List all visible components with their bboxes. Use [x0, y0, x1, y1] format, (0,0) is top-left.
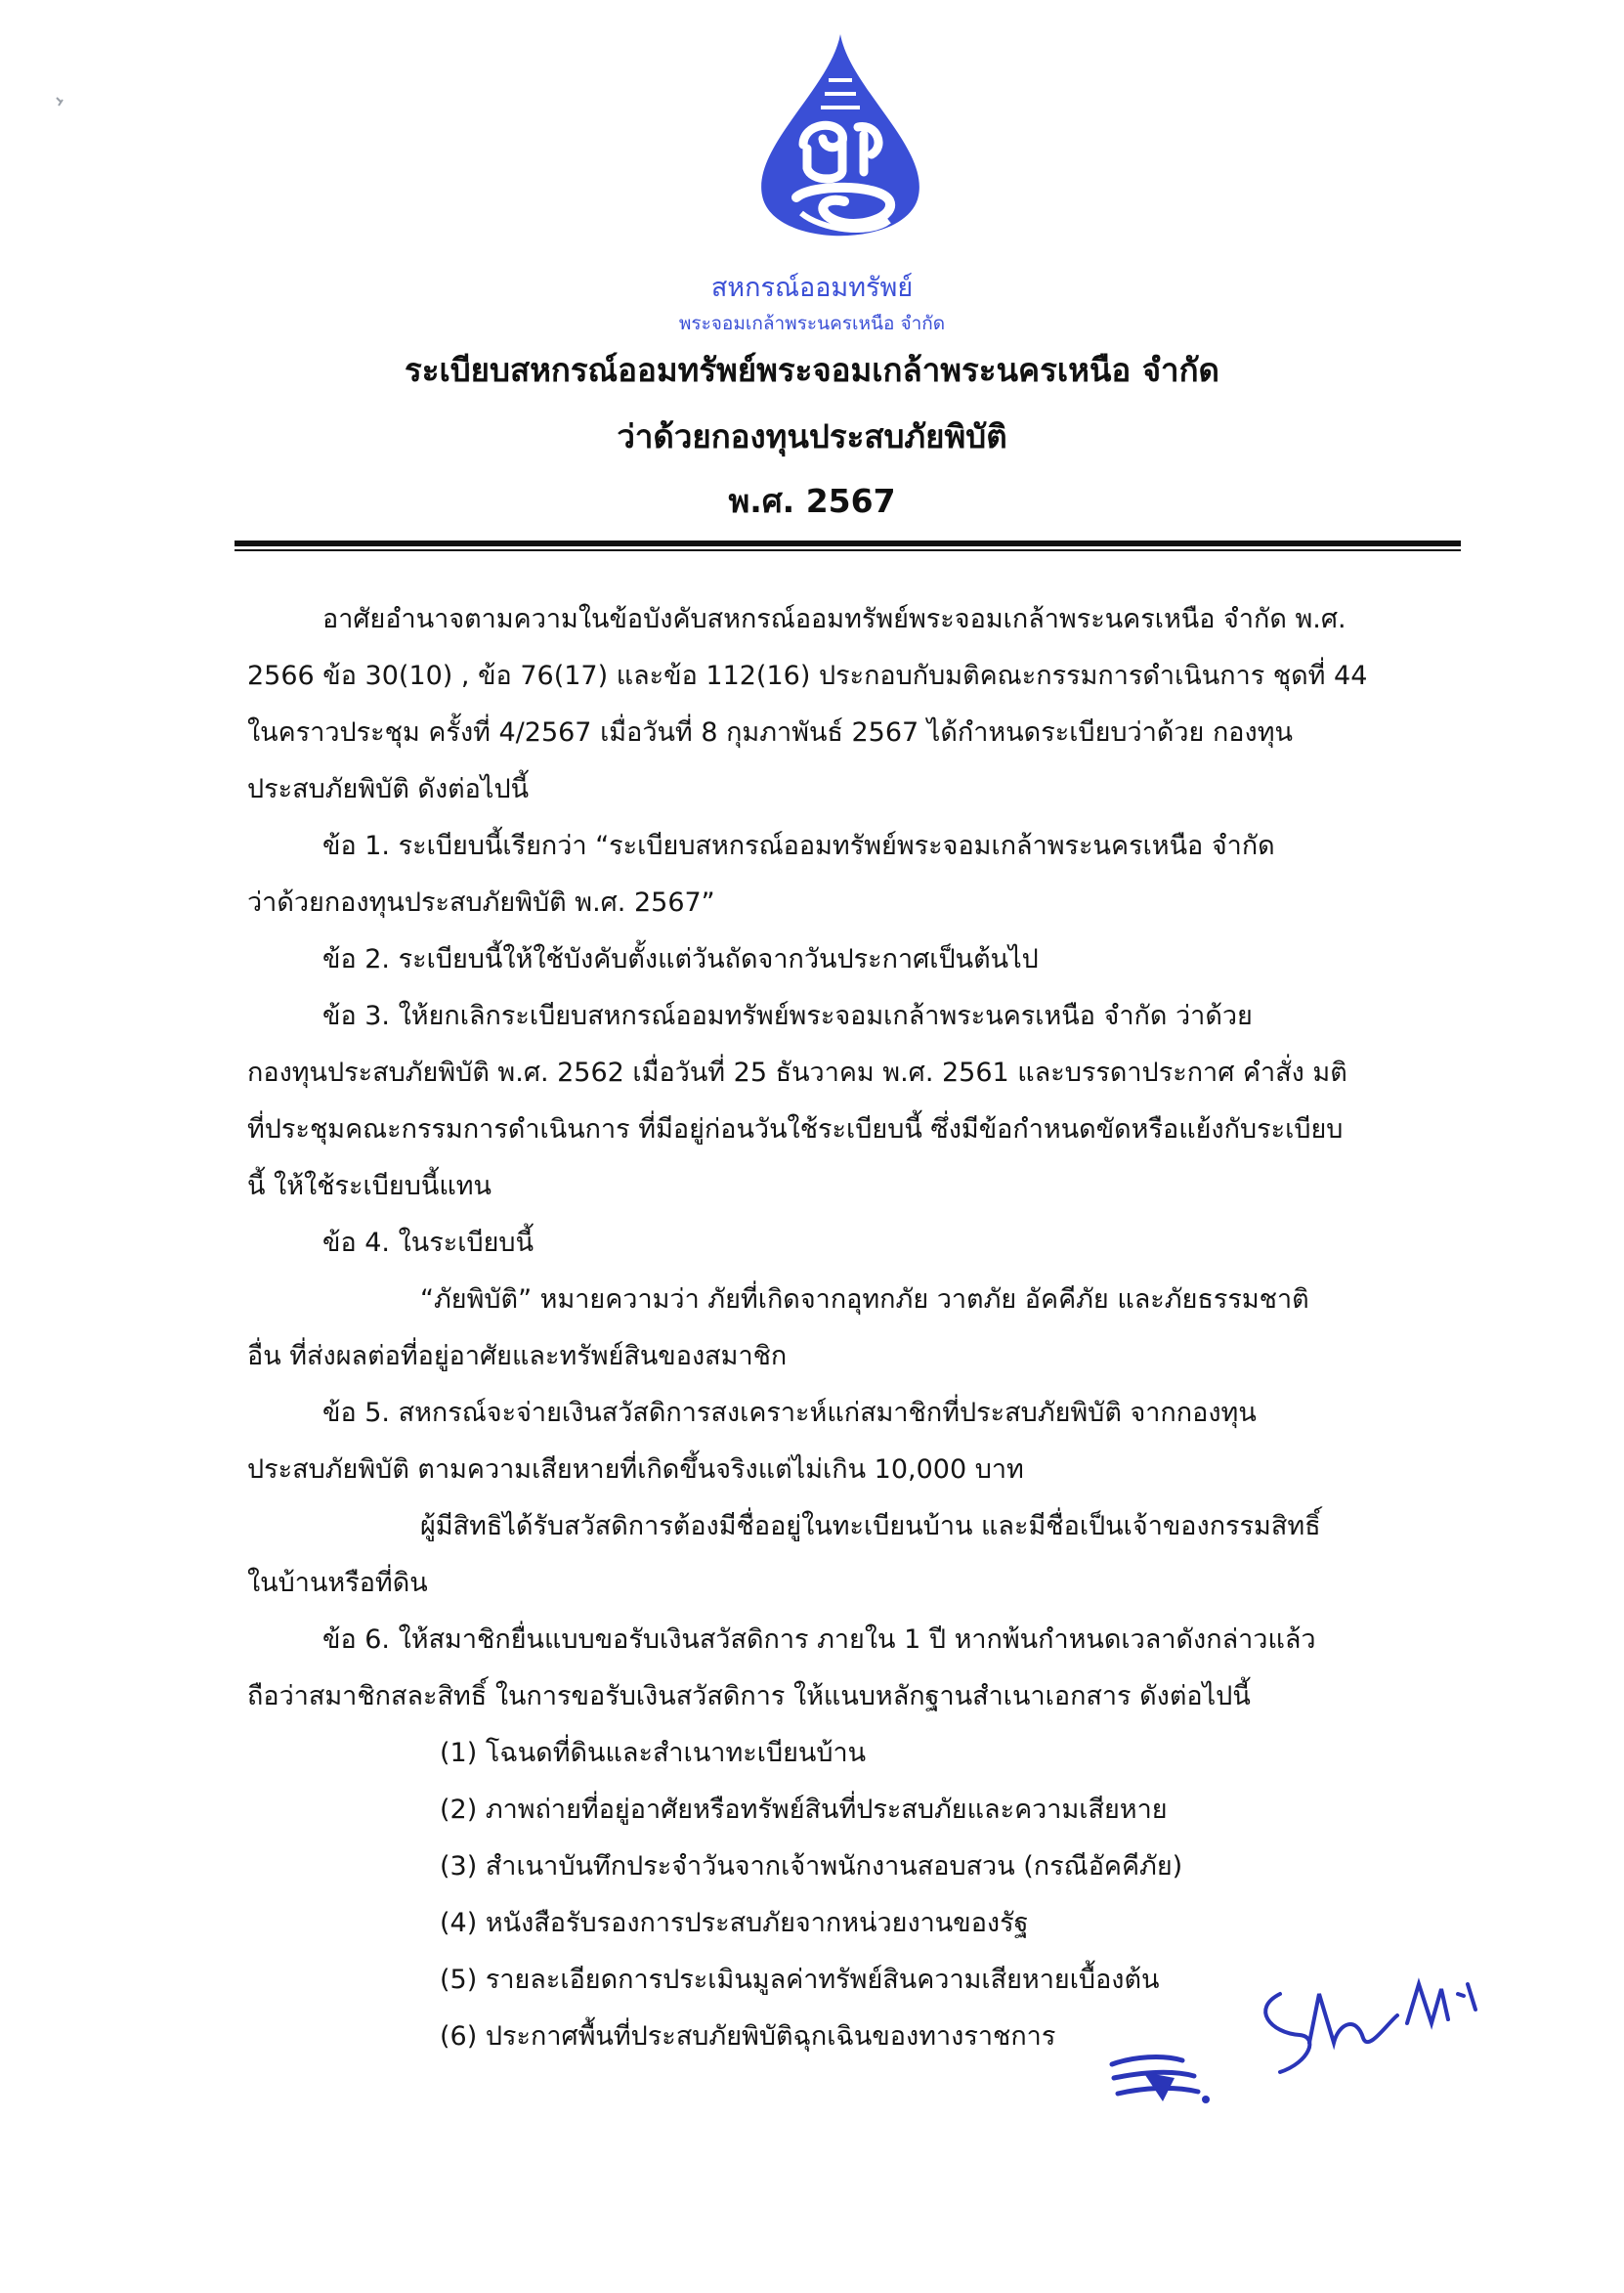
- clause-1-line: ข้อ 1. ระเบียบนี้เรียกว่า “ระเบียบสหกรณ์ออมทรัพย์พระจอมเกล้าพระนครเหนือ จำกัด: [322, 831, 1275, 861]
- document-subtitle: ว่าด้วยกองทุนประสบภัยพิบัติ: [617, 417, 1007, 455]
- scan-mark: [49, 88, 78, 117]
- preamble-line: 2566 ข้อ 30(10) , ข้อ 76(17) และข้อ 112(16) ประกอบกับมติคณะกรรมการดำเนินการ ชุดที่ 44: [247, 661, 1368, 691]
- document-item: (3) สำเนาบันทึกประจำวันจากเจ้าพนักงานสอบสวน (กรณีอัคคีภัย): [440, 1851, 1183, 1882]
- clause-3-line: กองทุนประสบภัยพิบัติ พ.ศ. 2562 เมื่อวันที่ 25 ธันวาคม พ.ศ. 2561 และบรรดาประกาศ คำสั่ง มติ: [247, 1058, 1347, 1088]
- clause-3-line: นี้ ให้ใช้ระเบียบนี้แทน: [247, 1171, 491, 1201]
- clause-2-line: ข้อ 2. ระเบียบนี้ให้ใช้บังคับตั้งแต่วันถัดจากวันประกาศเป็นต้นไป: [322, 944, 1039, 974]
- document-item: (1) โฉนดที่ดินและสำเนาทะเบียนบ้าน: [440, 1738, 867, 1768]
- clause-3-line: ที่ประชุมคณะกรรมการดำเนินการ ที่มีอยู่ก่อนวันใช้ระเบียบนี้ ซึ่งมีข้อกำหนดขัดหรือแย้งกับระเบียบ: [247, 1114, 1344, 1145]
- clause-6-line: ข้อ 6. ให้สมาชิกยื่นแบบขอรับเงินสวัสดิการ ภายใน 1 ปี หากพ้นกำหนดเวลาดังกล่าวแล้ว: [322, 1624, 1316, 1655]
- clause-4-definition: “ภัยพิบัติ” หมายความว่า ภัยที่เกิดจากอุทกภัย วาตภัย อัคคีภัย และภัยธรรมชาติ: [420, 1284, 1309, 1315]
- title-rule-thin: [235, 549, 1461, 551]
- document-item: (2) ภาพถ่ายที่อยู่อาศัยหรือทรัพย์สินที่ประสบภัยและความเสียหาย: [440, 1795, 1168, 1825]
- preamble-line: อาศัยอำนาจตามความในข้อบังคับสหกรณ์ออมทรัพย์พระจอมเกล้าพระนครเหนือ จำกัด พ.ศ.: [322, 604, 1346, 634]
- document-item: (4) หนังสือรับรองการประสบภัยจากหน่วยงานของรัฐ: [440, 1908, 1029, 1938]
- document-year: พ.ศ. 2567: [728, 482, 896, 520]
- clause-1-line: ว่าด้วยกองทุนประสบภัยพิบัติ พ.ศ. 2567”: [247, 887, 715, 918]
- clause-5-line: ข้อ 5. สหกรณ์จะจ่ายเงินสวัสดิการสงเคราะห์แก่สมาชิกที่ประสบภัยพิบัติ จากกองทุน: [322, 1398, 1257, 1428]
- clause-5-line: ในบ้านหรือที่ดิน: [247, 1568, 428, 1598]
- clause-4-line: อื่น ที่ส่งผลต่อที่อยู่อาศัยและทรัพย์สินของสมาชิก: [247, 1341, 788, 1371]
- clause-4-line: ข้อ 4. ในระเบียบนี้: [322, 1228, 534, 1258]
- preamble-line: ในคราวประชุม ครั้งที่ 4/2567 เมื่อวันที่ 8 กุมภาพันธ์ 2567 ได้กำหนดระเบียบว่าด้วย กองทุน: [247, 717, 1293, 748]
- clause-6-line: ถือว่าสมาชิกสละสิทธิ์ ในการขอรับเงินสวัสดิการ ให้แนบหลักฐานสำเนาเอกสาร ดังต่อไปนี้: [247, 1681, 1251, 1711]
- signature-initials-1: [1104, 2043, 1212, 2121]
- clause-3-line: ข้อ 3. ให้ยกเลิกระเบียบสหกรณ์ออมทรัพย์พระจอมเกล้าพระนครเหนือ จำกัด ว่าด้วย: [322, 1001, 1253, 1031]
- preamble-line: ประสบภัยพิบัติ ดังต่อไปนี้: [247, 774, 530, 804]
- document-item: (5) รายละเอียดการประเมินมูลค่าทรัพย์สินความเสียหายเบื้องต้น: [440, 1965, 1160, 1995]
- cooperative-logo: [743, 29, 938, 274]
- logo-name-line1: สหกรณ์ออมทรัพย์: [710, 273, 914, 303]
- clause-5-line: ผู้มีสิทธิได้รับสวัสดิการต้องมีชื่ออยู่ในทะเบียนบ้าน และมีชื่อเป็นเจ้าของกรรมสิทธิ์: [420, 1511, 1321, 1541]
- document-item: (6) ประกาศพื้นที่ประสบภัยพิบัติฉุกเฉินของทางราชการ: [440, 2021, 1056, 2052]
- document-title: ระเบียบสหกรณ์ออมทรัพย์พระจอมเกล้าพระนครเหนือ จำกัด: [405, 351, 1219, 389]
- signature-initials-2: [1241, 1955, 1495, 2092]
- title-rule-thick: [235, 541, 1461, 546]
- clause-5-line: ประสบภัยพิบัติ ตามความเสียหายที่เกิดขึ้นจริงแต่ไม่เกิน 10,000 บาท: [247, 1454, 1024, 1485]
- logo-name-line2: พระจอมเกล้าพระนครเหนือ จำกัด: [678, 313, 946, 334]
